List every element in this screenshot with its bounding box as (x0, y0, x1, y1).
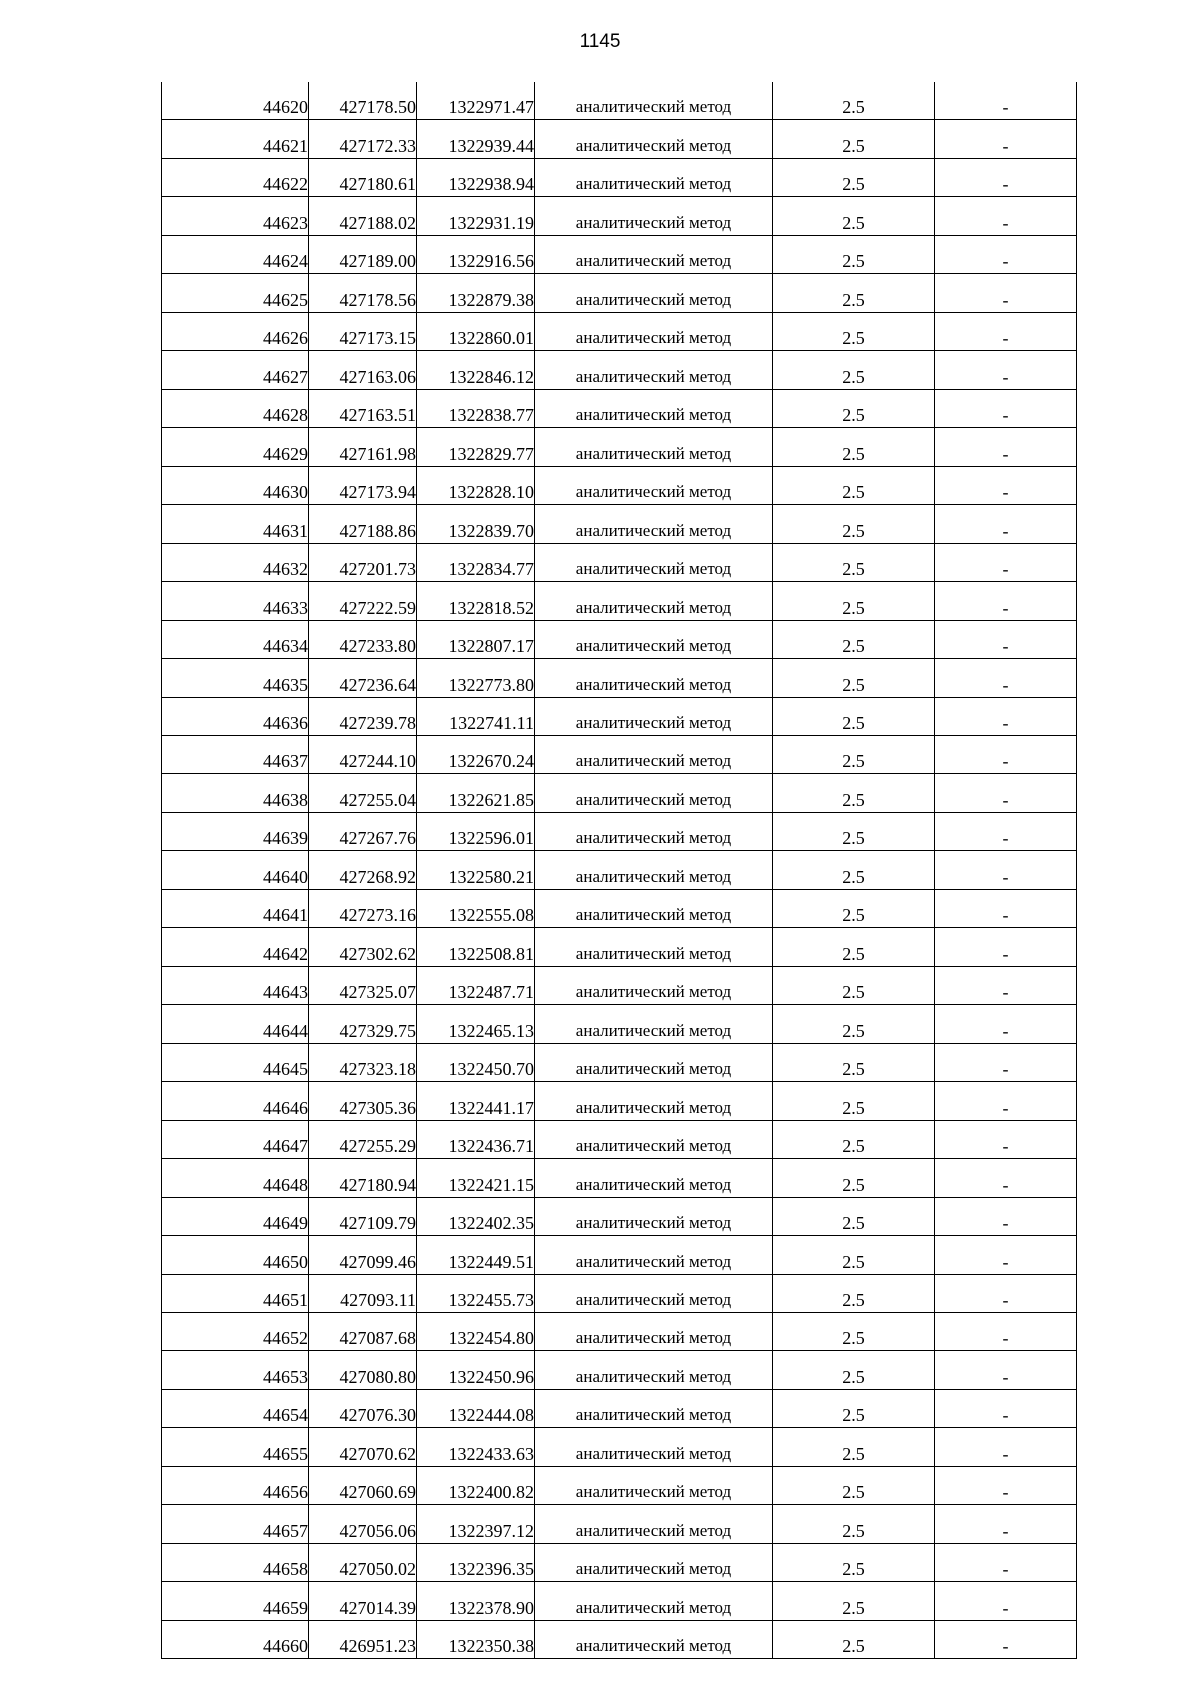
y-coordinate-cell: 1322396.35 (417, 1543, 535, 1581)
error-cell: 2.5 (773, 812, 935, 850)
error-cell: 2.5 (773, 543, 935, 581)
x-coordinate-cell: 427056.06 (309, 1505, 417, 1543)
x-coordinate-cell: 427188.02 (309, 197, 417, 235)
method-cell: аналитический метод (535, 659, 773, 697)
y-coordinate-cell: 1322450.96 (417, 1351, 535, 1389)
y-coordinate-cell: 1322834.77 (417, 543, 535, 581)
point-number-cell: 44624 (162, 235, 309, 273)
point-number-cell: 44659 (162, 1582, 309, 1620)
point-number-cell: 44634 (162, 620, 309, 658)
method-cell: аналитический метод (535, 1082, 773, 1120)
note-cell: - (935, 889, 1077, 927)
note-cell: - (935, 928, 1077, 966)
table-row (162, 235, 1077, 273)
y-coordinate-cell: 1322454.80 (417, 1313, 535, 1351)
point-number-cell: 44639 (162, 812, 309, 850)
method-cell: аналитический метод (535, 1582, 773, 1620)
note-cell: - (935, 851, 1077, 889)
method-cell: аналитический метод (535, 582, 773, 620)
table-row (162, 312, 1077, 350)
error-cell: 2.5 (773, 1582, 935, 1620)
note-cell: - (935, 1466, 1077, 1504)
x-coordinate-cell: 427233.80 (309, 620, 417, 658)
point-number-cell: 44644 (162, 1005, 309, 1043)
error-cell: 2.5 (773, 120, 935, 158)
point-number-cell: 44622 (162, 158, 309, 196)
table-row (162, 1159, 1077, 1197)
note-cell: - (935, 1582, 1077, 1620)
method-cell: аналитический метод (535, 774, 773, 812)
method-cell: аналитический метод (535, 351, 773, 389)
method-cell: аналитический метод (535, 1466, 773, 1504)
note-cell: - (935, 389, 1077, 427)
error-cell: 2.5 (773, 1159, 935, 1197)
x-coordinate-cell: 427172.33 (309, 120, 417, 158)
note-cell: - (935, 1543, 1077, 1581)
table-row (162, 1582, 1077, 1620)
table-row (162, 1543, 1077, 1581)
x-coordinate-cell: 427268.92 (309, 851, 417, 889)
point-number-cell: 44621 (162, 120, 309, 158)
table-row (162, 1082, 1077, 1120)
note-cell: - (935, 428, 1077, 466)
error-cell: 2.5 (773, 312, 935, 350)
error-cell: 2.5 (773, 1505, 935, 1543)
table-row (162, 966, 1077, 1004)
note-cell: - (935, 1505, 1077, 1543)
x-coordinate-cell: 427076.30 (309, 1389, 417, 1427)
table-row (162, 774, 1077, 812)
table-row (162, 620, 1077, 658)
method-cell: аналитический метод (535, 235, 773, 273)
x-coordinate-cell: 427093.11 (309, 1274, 417, 1312)
table-row (162, 1313, 1077, 1351)
y-coordinate-cell: 1322741.11 (417, 697, 535, 735)
method-cell: аналитический метод (535, 812, 773, 850)
note-cell: - (935, 312, 1077, 350)
y-coordinate-cell: 1322860.01 (417, 312, 535, 350)
error-cell: 2.5 (773, 1428, 935, 1466)
x-coordinate-cell: 427201.73 (309, 543, 417, 581)
error-cell: 2.5 (773, 505, 935, 543)
point-number-cell: 44638 (162, 774, 309, 812)
error-cell: 2.5 (773, 659, 935, 697)
point-number-cell: 44628 (162, 389, 309, 427)
note-cell: - (935, 466, 1077, 504)
y-coordinate-cell: 1322487.71 (417, 966, 535, 1004)
error-cell: 2.5 (773, 235, 935, 273)
point-number-cell: 44625 (162, 274, 309, 312)
method-cell: аналитический метод (535, 120, 773, 158)
table-row (162, 812, 1077, 850)
x-coordinate-cell: 427050.02 (309, 1543, 417, 1581)
note-cell: - (935, 120, 1077, 158)
method-cell: аналитический метод (535, 82, 773, 120)
x-coordinate-cell: 427173.94 (309, 466, 417, 504)
point-number-cell: 44650 (162, 1236, 309, 1274)
error-cell: 2.5 (773, 1313, 935, 1351)
error-cell: 2.5 (773, 1197, 935, 1235)
coordinates-table (161, 82, 1077, 1659)
error-cell: 2.5 (773, 1543, 935, 1581)
x-coordinate-cell: 427188.86 (309, 505, 417, 543)
table-row (162, 197, 1077, 235)
point-number-cell: 44648 (162, 1159, 309, 1197)
y-coordinate-cell: 1322818.52 (417, 582, 535, 620)
point-number-cell: 44649 (162, 1197, 309, 1235)
y-coordinate-cell: 1322465.13 (417, 1005, 535, 1043)
point-number-cell: 44653 (162, 1351, 309, 1389)
error-cell: 2.5 (773, 928, 935, 966)
y-coordinate-cell: 1322397.12 (417, 1505, 535, 1543)
y-coordinate-cell: 1322441.17 (417, 1082, 535, 1120)
note-cell: - (935, 197, 1077, 235)
y-coordinate-cell: 1322421.15 (417, 1159, 535, 1197)
point-number-cell: 44642 (162, 928, 309, 966)
note-cell: - (935, 774, 1077, 812)
x-coordinate-cell: 427161.98 (309, 428, 417, 466)
point-number-cell: 44654 (162, 1389, 309, 1427)
point-number-cell: 44645 (162, 1043, 309, 1081)
table-row (162, 505, 1077, 543)
y-coordinate-cell: 1322580.21 (417, 851, 535, 889)
y-coordinate-cell: 1322829.77 (417, 428, 535, 466)
note-cell: - (935, 82, 1077, 120)
x-coordinate-cell: 427325.07 (309, 966, 417, 1004)
method-cell: аналитический метод (535, 466, 773, 504)
x-coordinate-cell: 427329.75 (309, 1005, 417, 1043)
point-number-cell: 44658 (162, 1543, 309, 1581)
y-coordinate-cell: 1322436.71 (417, 1120, 535, 1158)
method-cell: аналитический метод (535, 543, 773, 581)
point-number-cell: 44646 (162, 1082, 309, 1120)
table-row (162, 543, 1077, 581)
x-coordinate-cell: 427178.56 (309, 274, 417, 312)
note-cell: - (935, 1159, 1077, 1197)
y-coordinate-cell: 1322350.38 (417, 1620, 535, 1658)
x-coordinate-cell: 427060.69 (309, 1466, 417, 1504)
method-cell: аналитический метод (535, 158, 773, 196)
table-row (162, 158, 1077, 196)
x-coordinate-cell: 427099.46 (309, 1236, 417, 1274)
note-cell: - (935, 1120, 1077, 1158)
method-cell: аналитический метод (535, 966, 773, 1004)
y-coordinate-cell: 1322508.81 (417, 928, 535, 966)
method-cell: аналитический метод (535, 1005, 773, 1043)
method-cell: аналитический метод (535, 1197, 773, 1235)
x-coordinate-cell: 427255.04 (309, 774, 417, 812)
method-cell: аналитический метод (535, 1620, 773, 1658)
table-row (162, 120, 1077, 158)
error-cell: 2.5 (773, 1236, 935, 1274)
error-cell: 2.5 (773, 428, 935, 466)
method-cell: аналитический метод (535, 389, 773, 427)
y-coordinate-cell: 1322555.08 (417, 889, 535, 927)
table-row (162, 82, 1077, 120)
point-number-cell: 44651 (162, 1274, 309, 1312)
method-cell: аналитический метод (535, 889, 773, 927)
y-coordinate-cell: 1322621.85 (417, 774, 535, 812)
y-coordinate-cell: 1322916.56 (417, 235, 535, 273)
note-cell: - (935, 966, 1077, 1004)
y-coordinate-cell: 1322807.17 (417, 620, 535, 658)
table-row (162, 389, 1077, 427)
error-cell: 2.5 (773, 158, 935, 196)
error-cell: 2.5 (773, 1082, 935, 1120)
table-row (162, 466, 1077, 504)
point-number-cell: 44647 (162, 1120, 309, 1158)
point-number-cell: 44631 (162, 505, 309, 543)
error-cell: 2.5 (773, 1043, 935, 1081)
x-coordinate-cell: 427180.94 (309, 1159, 417, 1197)
error-cell: 2.5 (773, 889, 935, 927)
note-cell: - (935, 697, 1077, 735)
x-coordinate-cell: 427323.18 (309, 1043, 417, 1081)
error-cell: 2.5 (773, 697, 935, 735)
method-cell: аналитический метод (535, 1274, 773, 1312)
error-cell: 2.5 (773, 389, 935, 427)
y-coordinate-cell: 1322402.35 (417, 1197, 535, 1235)
error-cell: 2.5 (773, 351, 935, 389)
error-cell: 2.5 (773, 197, 935, 235)
note-cell: - (935, 1620, 1077, 1658)
note-cell: - (935, 1197, 1077, 1235)
table-row (162, 1389, 1077, 1427)
point-number-cell: 44635 (162, 659, 309, 697)
table-row (162, 351, 1077, 389)
x-coordinate-cell: 427014.39 (309, 1582, 417, 1620)
error-cell: 2.5 (773, 1351, 935, 1389)
point-number-cell: 44640 (162, 851, 309, 889)
y-coordinate-cell: 1322879.38 (417, 274, 535, 312)
error-cell: 2.5 (773, 966, 935, 1004)
y-coordinate-cell: 1322971.47 (417, 82, 535, 120)
x-coordinate-cell: 427163.51 (309, 389, 417, 427)
method-cell: аналитический метод (535, 428, 773, 466)
error-cell: 2.5 (773, 620, 935, 658)
point-number-cell: 44660 (162, 1620, 309, 1658)
note-cell: - (935, 1428, 1077, 1466)
method-cell: аналитический метод (535, 1120, 773, 1158)
table-row (162, 697, 1077, 735)
table-row (162, 1236, 1077, 1274)
note-cell: - (935, 274, 1077, 312)
x-coordinate-cell: 427273.16 (309, 889, 417, 927)
error-cell: 2.5 (773, 466, 935, 504)
table-row (162, 1466, 1077, 1504)
point-number-cell: 44656 (162, 1466, 309, 1504)
method-cell: аналитический метод (535, 1043, 773, 1081)
note-cell: - (935, 1043, 1077, 1081)
error-cell: 2.5 (773, 1120, 935, 1158)
note-cell: - (935, 582, 1077, 620)
error-cell: 2.5 (773, 735, 935, 773)
error-cell: 2.5 (773, 274, 935, 312)
point-number-cell: 44637 (162, 735, 309, 773)
x-coordinate-cell: 427180.61 (309, 158, 417, 196)
x-coordinate-cell: 427239.78 (309, 697, 417, 735)
x-coordinate-cell: 427267.76 (309, 812, 417, 850)
y-coordinate-cell: 1322433.63 (417, 1428, 535, 1466)
method-cell: аналитический метод (535, 928, 773, 966)
note-cell: - (935, 1274, 1077, 1312)
note-cell: - (935, 1351, 1077, 1389)
x-coordinate-cell: 427173.15 (309, 312, 417, 350)
method-cell: аналитический метод (535, 197, 773, 235)
point-number-cell: 44633 (162, 582, 309, 620)
note-cell: - (935, 1236, 1077, 1274)
error-cell: 2.5 (773, 1620, 935, 1658)
y-coordinate-cell: 1322938.94 (417, 158, 535, 196)
table-row (162, 1428, 1077, 1466)
method-cell: аналитический метод (535, 851, 773, 889)
x-coordinate-cell: 427302.62 (309, 928, 417, 966)
y-coordinate-cell: 1322939.44 (417, 120, 535, 158)
note-cell: - (935, 1005, 1077, 1043)
y-coordinate-cell: 1322670.24 (417, 735, 535, 773)
table-row (162, 889, 1077, 927)
page-number: 1145 (579, 31, 621, 52)
note-cell: - (935, 543, 1077, 581)
error-cell: 2.5 (773, 1005, 935, 1043)
table-row (162, 274, 1077, 312)
point-number-cell: 44627 (162, 351, 309, 389)
y-coordinate-cell: 1322444.08 (417, 1389, 535, 1427)
point-number-cell: 44620 (162, 82, 309, 120)
error-cell: 2.5 (773, 851, 935, 889)
error-cell: 2.5 (773, 582, 935, 620)
point-number-cell: 44632 (162, 543, 309, 581)
point-number-cell: 44643 (162, 966, 309, 1004)
y-coordinate-cell: 1322596.01 (417, 812, 535, 850)
method-cell: аналитический метод (535, 274, 773, 312)
y-coordinate-cell: 1322839.70 (417, 505, 535, 543)
note-cell: - (935, 235, 1077, 273)
y-coordinate-cell: 1322455.73 (417, 1274, 535, 1312)
point-number-cell: 44652 (162, 1313, 309, 1351)
method-cell: аналитический метод (535, 1236, 773, 1274)
method-cell: аналитический метод (535, 1313, 773, 1351)
table-row (162, 1197, 1077, 1235)
note-cell: - (935, 1313, 1077, 1351)
y-coordinate-cell: 1322838.77 (417, 389, 535, 427)
method-cell: аналитический метод (535, 1428, 773, 1466)
error-cell: 2.5 (773, 774, 935, 812)
method-cell: аналитический метод (535, 1389, 773, 1427)
point-number-cell: 44641 (162, 889, 309, 927)
table-row (162, 1620, 1077, 1658)
y-coordinate-cell: 1322846.12 (417, 351, 535, 389)
method-cell: аналитический метод (535, 735, 773, 773)
point-number-cell: 44626 (162, 312, 309, 350)
method-cell: аналитический метод (535, 1543, 773, 1581)
error-cell: 2.5 (773, 1389, 935, 1427)
y-coordinate-cell: 1322378.90 (417, 1582, 535, 1620)
method-cell: аналитический метод (535, 1159, 773, 1197)
method-cell: аналитический метод (535, 312, 773, 350)
table-row (162, 851, 1077, 889)
note-cell: - (935, 620, 1077, 658)
note-cell: - (935, 1389, 1077, 1427)
table-row (162, 1274, 1077, 1312)
error-cell: 2.5 (773, 82, 935, 120)
method-cell: аналитический метод (535, 1505, 773, 1543)
error-cell: 2.5 (773, 1466, 935, 1504)
y-coordinate-cell: 1322931.19 (417, 197, 535, 235)
note-cell: - (935, 505, 1077, 543)
point-number-cell: 44629 (162, 428, 309, 466)
y-coordinate-cell: 1322828.10 (417, 466, 535, 504)
note-cell: - (935, 1082, 1077, 1120)
note-cell: - (935, 735, 1077, 773)
x-coordinate-cell: 427070.62 (309, 1428, 417, 1466)
x-coordinate-cell: 426951.23 (309, 1620, 417, 1658)
method-cell: аналитический метод (535, 1351, 773, 1389)
y-coordinate-cell: 1322449.51 (417, 1236, 535, 1274)
x-coordinate-cell: 427189.00 (309, 235, 417, 273)
point-number-cell: 44657 (162, 1505, 309, 1543)
error-cell: 2.5 (773, 1274, 935, 1312)
x-coordinate-cell: 427080.80 (309, 1351, 417, 1389)
x-coordinate-cell: 427305.36 (309, 1082, 417, 1120)
x-coordinate-cell: 427222.59 (309, 582, 417, 620)
table-row (162, 928, 1077, 966)
method-cell: аналитический метод (535, 697, 773, 735)
coordinates-table-body (162, 82, 1077, 1659)
table-row (162, 1505, 1077, 1543)
table-row (162, 1351, 1077, 1389)
table-row (162, 1120, 1077, 1158)
note-cell: - (935, 351, 1077, 389)
y-coordinate-cell: 1322400.82 (417, 1466, 535, 1504)
point-number-cell: 44655 (162, 1428, 309, 1466)
x-coordinate-cell: 427236.64 (309, 659, 417, 697)
point-number-cell: 44623 (162, 197, 309, 235)
table-row (162, 735, 1077, 773)
note-cell: - (935, 659, 1077, 697)
table-row (162, 659, 1077, 697)
table-row (162, 1043, 1077, 1081)
x-coordinate-cell: 427178.50 (309, 82, 417, 120)
y-coordinate-cell: 1322773.80 (417, 659, 535, 697)
method-cell: аналитический метод (535, 620, 773, 658)
table-row (162, 582, 1077, 620)
point-number-cell: 44630 (162, 466, 309, 504)
method-cell: аналитический метод (535, 505, 773, 543)
y-coordinate-cell: 1322450.70 (417, 1043, 535, 1081)
x-coordinate-cell: 427255.29 (309, 1120, 417, 1158)
x-coordinate-cell: 427163.06 (309, 351, 417, 389)
note-cell: - (935, 158, 1077, 196)
x-coordinate-cell: 427109.79 (309, 1197, 417, 1235)
table-row (162, 1005, 1077, 1043)
x-coordinate-cell: 427244.10 (309, 735, 417, 773)
note-cell: - (935, 812, 1077, 850)
table-row (162, 428, 1077, 466)
x-coordinate-cell: 427087.68 (309, 1313, 417, 1351)
point-number-cell: 44636 (162, 697, 309, 735)
